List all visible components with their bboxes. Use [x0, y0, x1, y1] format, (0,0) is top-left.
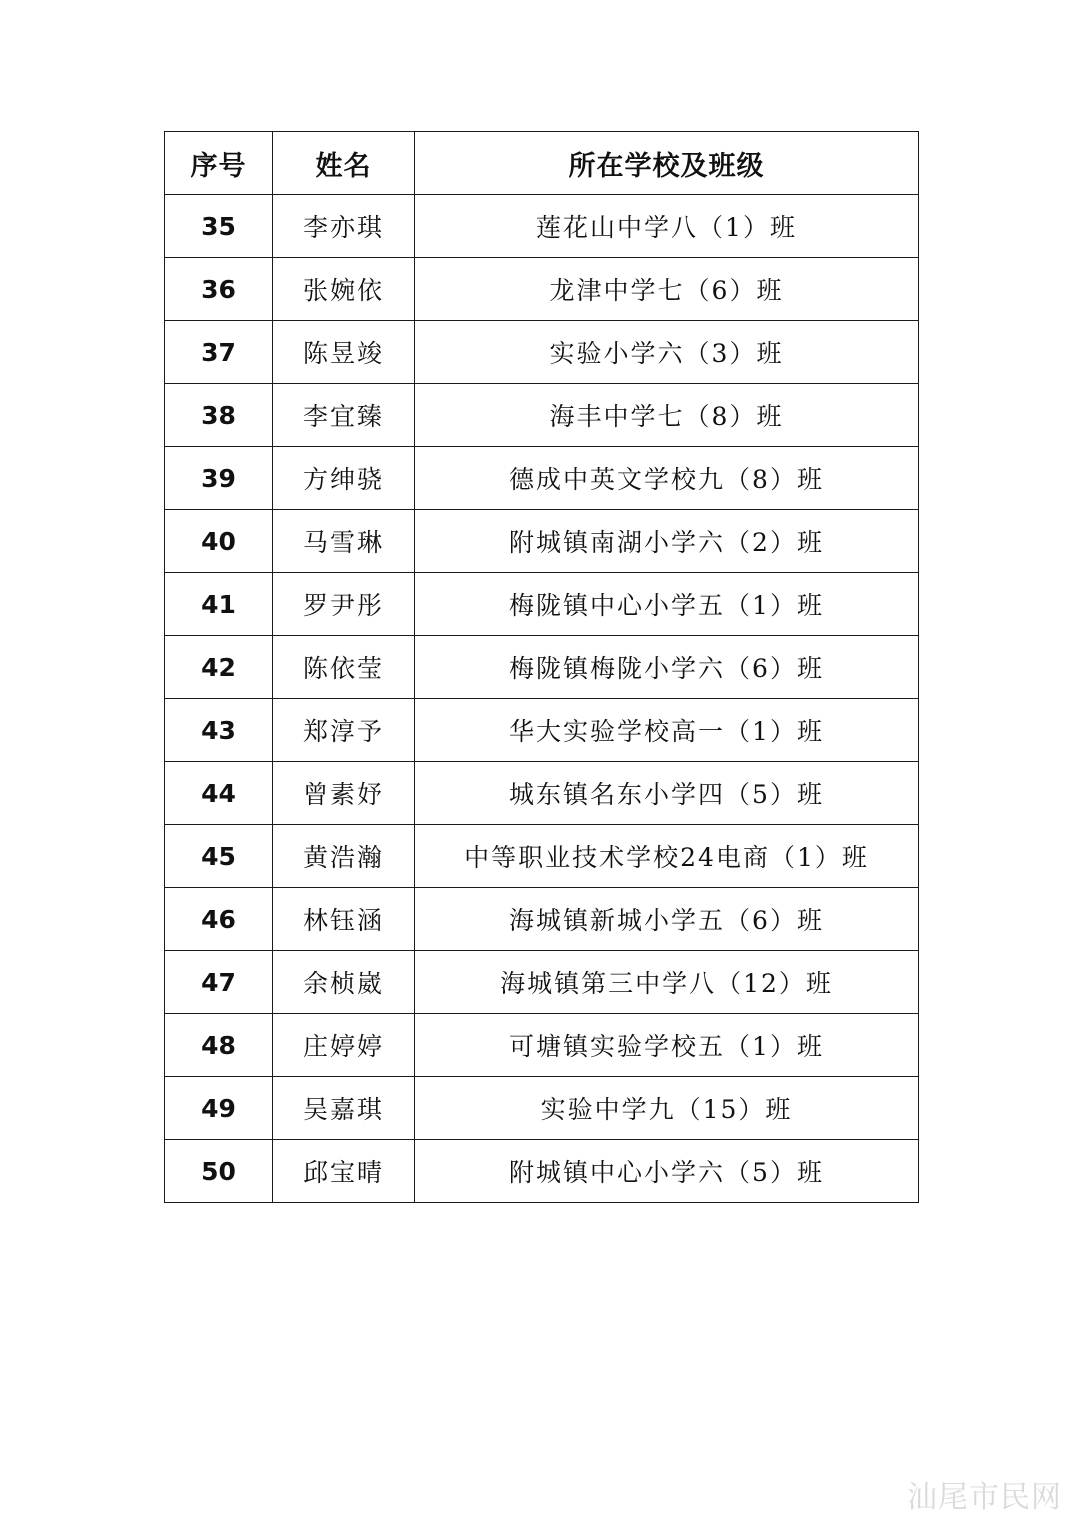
cell-name: 李亦琪 — [273, 195, 415, 258]
table-row — [165, 888, 919, 951]
cell-school: 梅陇镇梅陇小学六（6）班 — [415, 636, 919, 699]
cell-number: 44 — [165, 762, 273, 825]
table-row — [165, 384, 919, 447]
header-number: 序号 — [165, 132, 273, 195]
header-name: 姓名 — [273, 132, 415, 195]
cell-school: 实验小学六（3）班 — [415, 321, 919, 384]
cell-school: 附城镇南湖小学六（2）班 — [415, 510, 919, 573]
cell-number: 49 — [165, 1077, 273, 1140]
cell-school: 附城镇中心小学六（5）班 — [415, 1140, 919, 1203]
cell-name: 余桢崴 — [273, 951, 415, 1014]
table-row — [165, 636, 919, 699]
cell-number: 42 — [165, 636, 273, 699]
cell-name: 陈依莹 — [273, 636, 415, 699]
cell-name: 马雪琳 — [273, 510, 415, 573]
cell-name: 邱宝晴 — [273, 1140, 415, 1203]
cell-school: 莲花山中学八（1）班 — [415, 195, 919, 258]
table-row — [165, 447, 919, 510]
cell-number: 50 — [165, 1140, 273, 1203]
cell-school: 龙津中学七（6）班 — [415, 258, 919, 321]
cell-school: 德成中英文学校九（8）班 — [415, 447, 919, 510]
cell-name: 李宜臻 — [273, 384, 415, 447]
cell-name: 吴嘉琪 — [273, 1077, 415, 1140]
cell-name: 林钰涵 — [273, 888, 415, 951]
cell-number: 47 — [165, 951, 273, 1014]
table-row — [165, 510, 919, 573]
cell-school: 可塘镇实验学校五（1）班 — [415, 1014, 919, 1077]
table-row — [165, 195, 919, 258]
cell-number: 36 — [165, 258, 273, 321]
cell-number: 37 — [165, 321, 273, 384]
table-row — [165, 1077, 919, 1140]
table-row — [165, 1014, 919, 1077]
cell-name: 罗尹彤 — [273, 573, 415, 636]
cell-name: 方绅骁 — [273, 447, 415, 510]
cell-school: 华大实验学校高一（1）班 — [415, 699, 919, 762]
table-row — [165, 699, 919, 762]
cell-number: 41 — [165, 573, 273, 636]
cell-number: 43 — [165, 699, 273, 762]
cell-school: 梅陇镇中心小学五（1）班 — [415, 573, 919, 636]
cell-school: 海城镇第三中学八（12）班 — [415, 951, 919, 1014]
cell-name: 陈昱竣 — [273, 321, 415, 384]
cell-name: 张婉依 — [273, 258, 415, 321]
table-row — [165, 258, 919, 321]
student-roster-table — [164, 131, 919, 1203]
header-school: 所在学校及班级 — [415, 132, 919, 195]
cell-number: 48 — [165, 1014, 273, 1077]
cell-name: 黄浩瀚 — [273, 825, 415, 888]
cell-number: 39 — [165, 447, 273, 510]
cell-school: 中等职业技术学校24电商（1）班 — [415, 825, 919, 888]
table-row — [165, 321, 919, 384]
cell-number: 46 — [165, 888, 273, 951]
cell-name: 郑淳予 — [273, 699, 415, 762]
site-watermark: 汕尾市民网 — [907, 1480, 1062, 1515]
cell-name: 庄婷婷 — [273, 1014, 415, 1077]
cell-school: 海城镇新城小学五（6）班 — [415, 888, 919, 951]
cell-number: 45 — [165, 825, 273, 888]
table-row — [165, 573, 919, 636]
cell-name: 曾素妤 — [273, 762, 415, 825]
cell-number: 35 — [165, 195, 273, 258]
cell-school: 海丰中学七（8）班 — [415, 384, 919, 447]
table-header-row — [165, 132, 919, 195]
cell-school: 城东镇名东小学四（5）班 — [415, 762, 919, 825]
table-row — [165, 951, 919, 1014]
cell-number: 40 — [165, 510, 273, 573]
table-row — [165, 762, 919, 825]
cell-school: 实验中学九（15）班 — [415, 1077, 919, 1140]
table-row — [165, 1140, 919, 1203]
table-row — [165, 825, 919, 888]
cell-number: 38 — [165, 384, 273, 447]
